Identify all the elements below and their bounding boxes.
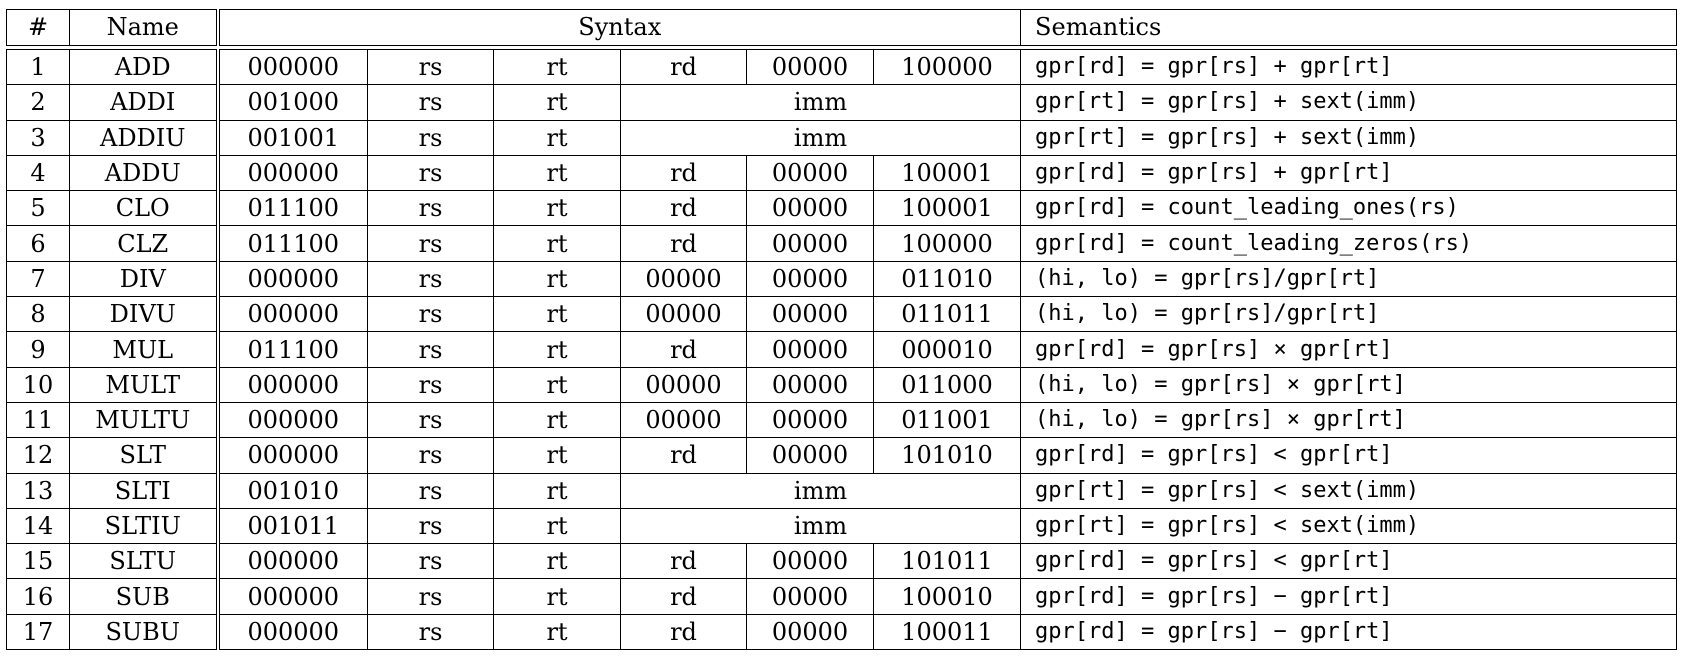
rd-field: rd xyxy=(621,544,747,579)
table-row xyxy=(7,438,1677,473)
rt-field: rt xyxy=(494,508,621,543)
rd-field: rd xyxy=(621,579,747,614)
shamt-field: 00000 xyxy=(747,438,874,473)
rs-field: rs xyxy=(368,332,494,367)
funct-field: 011010 xyxy=(874,261,1021,296)
funct-field: 011000 xyxy=(874,367,1021,402)
instruction-name: DIV xyxy=(70,261,218,296)
table-row xyxy=(7,579,1677,614)
instruction-table xyxy=(6,9,1677,650)
header-row xyxy=(7,10,1677,46)
instruction-name: MULTU xyxy=(70,402,218,437)
funct-field: 100011 xyxy=(874,614,1021,649)
rd-field: rd xyxy=(621,191,747,226)
opcode-field: 000000 xyxy=(218,367,368,402)
rd-field: 00000 xyxy=(621,297,747,332)
shamt-field: 00000 xyxy=(747,614,874,649)
semantics-cell: gpr[rd] = count_leading_ones(rs) xyxy=(1021,191,1677,226)
row-number: 11 xyxy=(7,402,70,437)
rt-field: rt xyxy=(494,367,621,402)
rs-field: rs xyxy=(368,367,494,402)
table-row xyxy=(7,85,1677,120)
semantics-cell: gpr[rd] = gpr[rs] < gpr[rt] xyxy=(1021,438,1677,473)
instruction-name: SLTIU xyxy=(70,508,218,543)
rd-field: 00000 xyxy=(621,261,747,296)
rs-field: rs xyxy=(368,191,494,226)
instruction-name: SLTU xyxy=(70,544,218,579)
table-row xyxy=(7,544,1677,579)
shamt-field: 00000 xyxy=(747,579,874,614)
funct-field: 100001 xyxy=(874,191,1021,226)
opcode-field: 011100 xyxy=(218,226,368,261)
header-number: # xyxy=(7,10,70,46)
table-row xyxy=(7,614,1677,649)
semantics-cell: gpr[rd] = gpr[rs] × gpr[rt] xyxy=(1021,332,1677,367)
opcode-field: 011100 xyxy=(218,191,368,226)
opcode-field: 000000 xyxy=(218,614,368,649)
row-number: 4 xyxy=(7,155,70,190)
row-number: 8 xyxy=(7,297,70,332)
rs-field: rs xyxy=(368,614,494,649)
rd-field: rd xyxy=(621,50,747,85)
row-number: 7 xyxy=(7,261,70,296)
rs-field: rs xyxy=(368,438,494,473)
instruction-name: ADD xyxy=(70,50,218,85)
semantics-cell: (hi, lo) = gpr[rs]/gpr[rt] xyxy=(1021,297,1677,332)
rs-field: rs xyxy=(368,85,494,120)
row-number: 9 xyxy=(7,332,70,367)
rt-field: rt xyxy=(494,155,621,190)
shamt-field: 00000 xyxy=(747,226,874,261)
funct-field: 100000 xyxy=(874,50,1021,85)
semantics-cell: gpr[rt] = gpr[rs] + sext(imm) xyxy=(1021,85,1677,120)
immediate-field: imm xyxy=(621,508,1021,543)
semantics-cell: (hi, lo) = gpr[rs] × gpr[rt] xyxy=(1021,402,1677,437)
opcode-field: 001000 xyxy=(218,85,368,120)
row-number: 16 xyxy=(7,579,70,614)
rt-field: rt xyxy=(494,191,621,226)
header-syntax: Syntax xyxy=(218,10,1021,46)
opcode-field: 011100 xyxy=(218,332,368,367)
instruction-name: CLZ xyxy=(70,226,218,261)
semantics-cell: gpr[rd] = gpr[rs] + gpr[rt] xyxy=(1021,50,1677,85)
immediate-field: imm xyxy=(621,473,1021,508)
row-number: 12 xyxy=(7,438,70,473)
rt-field: rt xyxy=(494,438,621,473)
rt-field: rt xyxy=(494,473,621,508)
funct-field: 011011 xyxy=(874,297,1021,332)
row-number: 17 xyxy=(7,614,70,649)
rd-field: rd xyxy=(621,438,747,473)
row-number: 15 xyxy=(7,544,70,579)
rt-field: rt xyxy=(494,50,621,85)
shamt-field: 00000 xyxy=(747,261,874,296)
table-row xyxy=(7,226,1677,261)
opcode-field: 001001 xyxy=(218,120,368,155)
table-row xyxy=(7,367,1677,402)
opcode-field: 000000 xyxy=(218,402,368,437)
table-row xyxy=(7,50,1677,85)
instruction-name: MULT xyxy=(70,367,218,402)
header-name: Name xyxy=(70,10,218,46)
rt-field: rt xyxy=(494,120,621,155)
rs-field: rs xyxy=(368,261,494,296)
immediate-field: imm xyxy=(621,120,1021,155)
rs-field: rs xyxy=(368,508,494,543)
shamt-field: 00000 xyxy=(747,367,874,402)
opcode-field: 000000 xyxy=(218,438,368,473)
rs-field: rs xyxy=(368,473,494,508)
table-row xyxy=(7,332,1677,367)
opcode-field: 000000 xyxy=(218,155,368,190)
instruction-name: DIVU xyxy=(70,297,218,332)
table-row xyxy=(7,508,1677,543)
table-row xyxy=(7,120,1677,155)
funct-field: 100001 xyxy=(874,155,1021,190)
table-row xyxy=(7,191,1677,226)
shamt-field: 00000 xyxy=(747,50,874,85)
semantics-cell: gpr[rt] = gpr[rs] + sext(imm) xyxy=(1021,120,1677,155)
rd-field: 00000 xyxy=(621,367,747,402)
row-number: 1 xyxy=(7,50,70,85)
rs-field: rs xyxy=(368,579,494,614)
instruction-name: SLTI xyxy=(70,473,218,508)
row-number: 2 xyxy=(7,85,70,120)
opcode-field: 000000 xyxy=(218,261,368,296)
shamt-field: 00000 xyxy=(747,402,874,437)
rs-field: rs xyxy=(368,155,494,190)
instruction-name: ADDIU xyxy=(70,120,218,155)
rs-field: rs xyxy=(368,50,494,85)
immediate-field: imm xyxy=(621,85,1021,120)
row-number: 13 xyxy=(7,473,70,508)
rt-field: rt xyxy=(494,544,621,579)
rs-field: rs xyxy=(368,402,494,437)
rt-field: rt xyxy=(494,226,621,261)
row-number: 5 xyxy=(7,191,70,226)
semantics-cell: gpr[rt] = gpr[rs] < sext(imm) xyxy=(1021,473,1677,508)
rt-field: rt xyxy=(494,579,621,614)
rd-field: rd xyxy=(621,155,747,190)
row-number: 3 xyxy=(7,120,70,155)
rt-field: rt xyxy=(494,261,621,296)
semantics-cell: gpr[rt] = gpr[rs] < sext(imm) xyxy=(1021,508,1677,543)
opcode-field: 001011 xyxy=(218,508,368,543)
rd-field: rd xyxy=(621,332,747,367)
shamt-field: 00000 xyxy=(747,191,874,226)
rd-field: 00000 xyxy=(621,402,747,437)
table-row xyxy=(7,155,1677,190)
funct-field: 101011 xyxy=(874,544,1021,579)
rd-field: rd xyxy=(621,226,747,261)
rt-field: rt xyxy=(494,402,621,437)
rt-field: rt xyxy=(494,614,621,649)
funct-field: 011001 xyxy=(874,402,1021,437)
instruction-name: SUB xyxy=(70,579,218,614)
semantics-cell: (hi, lo) = gpr[rs]/gpr[rt] xyxy=(1021,261,1677,296)
instruction-name: ADDI xyxy=(70,85,218,120)
instruction-name: ADDU xyxy=(70,155,218,190)
rs-field: rs xyxy=(368,297,494,332)
instruction-name: CLO xyxy=(70,191,218,226)
semantics-cell: gpr[rd] = gpr[rs] < gpr[rt] xyxy=(1021,544,1677,579)
rs-field: rs xyxy=(368,120,494,155)
semantics-cell: gpr[rd] = gpr[rs] − gpr[rt] xyxy=(1021,614,1677,649)
instruction-name: SLT xyxy=(70,438,218,473)
table-row xyxy=(7,261,1677,296)
funct-field: 000010 xyxy=(874,332,1021,367)
rs-field: rs xyxy=(368,544,494,579)
rt-field: rt xyxy=(494,297,621,332)
semantics-cell: gpr[rd] = gpr[rs] + gpr[rt] xyxy=(1021,155,1677,190)
row-number: 6 xyxy=(7,226,70,261)
semantics-cell: gpr[rd] = gpr[rs] − gpr[rt] xyxy=(1021,579,1677,614)
table-row xyxy=(7,473,1677,508)
funct-field: 100010 xyxy=(874,579,1021,614)
rs-field: rs xyxy=(368,226,494,261)
rt-field: rt xyxy=(494,85,621,120)
instruction-table-container xyxy=(6,9,1676,650)
rd-field: rd xyxy=(621,614,747,649)
funct-field: 100000 xyxy=(874,226,1021,261)
shamt-field: 00000 xyxy=(747,155,874,190)
funct-field: 101010 xyxy=(874,438,1021,473)
shamt-field: 00000 xyxy=(747,332,874,367)
opcode-field: 001010 xyxy=(218,473,368,508)
semantics-cell: (hi, lo) = gpr[rs] × gpr[rt] xyxy=(1021,367,1677,402)
instruction-name: SUBU xyxy=(70,614,218,649)
table-row xyxy=(7,297,1677,332)
row-number: 14 xyxy=(7,508,70,543)
row-number: 10 xyxy=(7,367,70,402)
instruction-name: MUL xyxy=(70,332,218,367)
header-semantics: Semantics xyxy=(1021,10,1677,46)
opcode-field: 000000 xyxy=(218,50,368,85)
shamt-field: 00000 xyxy=(747,297,874,332)
semantics-cell: gpr[rd] = count_leading_zeros(rs) xyxy=(1021,226,1677,261)
table-row xyxy=(7,402,1677,437)
opcode-field: 000000 xyxy=(218,579,368,614)
rt-field: rt xyxy=(494,332,621,367)
opcode-field: 000000 xyxy=(218,544,368,579)
shamt-field: 00000 xyxy=(747,544,874,579)
opcode-field: 000000 xyxy=(218,297,368,332)
